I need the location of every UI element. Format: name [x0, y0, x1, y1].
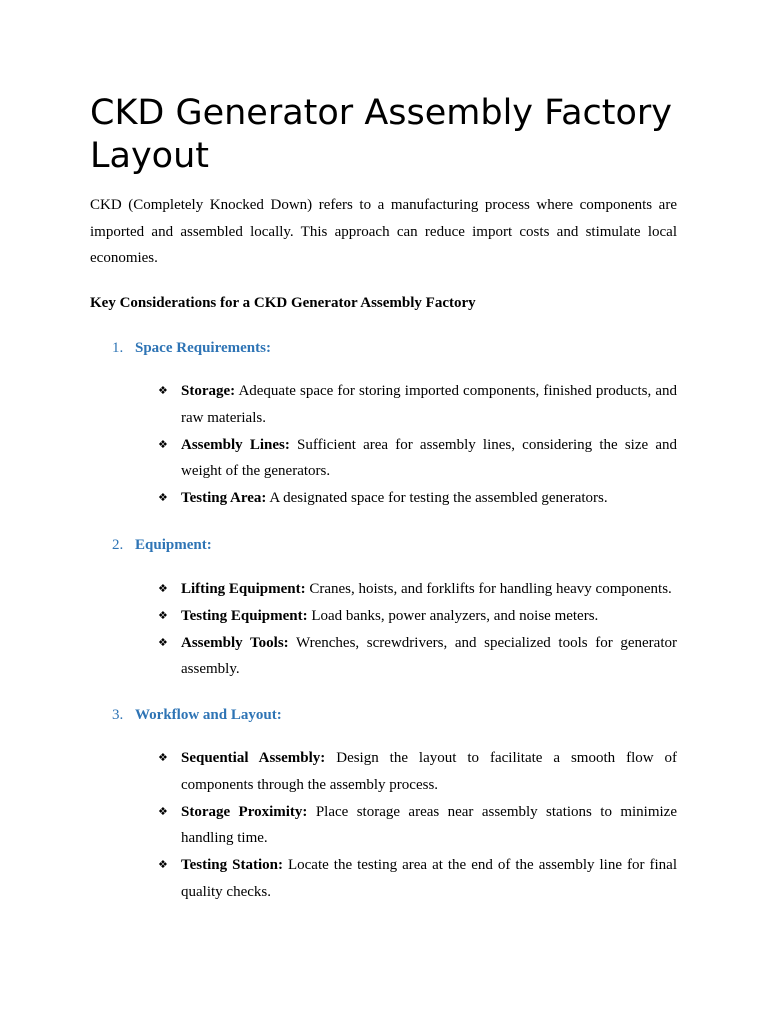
section-1-heading	[112, 337, 271, 359]
diamond-bullet-icon: ❖	[158, 858, 168, 872]
item-term: Assembly Tools:	[181, 634, 289, 651]
list-item	[158, 485, 677, 512]
list-item	[158, 603, 677, 630]
section-title: Space Requirements:	[135, 340, 271, 356]
list-item	[158, 630, 677, 684]
list-item	[158, 378, 677, 432]
diamond-bullet-icon: ❖	[158, 384, 168, 397]
key-considerations-heading: Key Considerations for a CKD Generator Assembly Factory	[90, 295, 476, 311]
item-text: Wrenches, screwdrivers, and specialized tools for generator assembly.	[181, 634, 677, 678]
intro-paragraph: CKD (Completely Knocked Down) refers to a manufacturing process where components are imported and assembled locally. This approach can reduce import costs and stimulate local economies.	[90, 197, 677, 266]
item-text: Locate the testing area at the end of the assembly line for final quality checks.	[181, 857, 677, 900]
diamond-bullet-icon: ❖	[158, 491, 168, 505]
list-item	[158, 432, 677, 486]
section-number: 2.	[112, 537, 124, 553]
item-text: Adequate space for storing imported components, finished products, and raw materials.	[181, 383, 677, 426]
section-3-heading	[112, 704, 282, 726]
section-2-heading	[112, 534, 212, 556]
diamond-bullet-icon: ❖	[158, 582, 168, 595]
item-term: Storage Proximity:	[181, 803, 308, 820]
diamond-bullet-icon: ❖	[158, 437, 168, 451]
diamond-bullet-icon: ❖	[158, 608, 168, 622]
item-term: Sequential Assembly:	[181, 750, 326, 766]
item-text: Sufficient area for assembly lines, considering the size and weight of the generators.	[181, 436, 678, 480]
list-item	[158, 852, 677, 906]
list-item	[158, 799, 677, 853]
item-term: Storage:	[181, 383, 236, 399]
page-title: CKD Generator Assembly Factory Layout	[90, 93, 672, 176]
item-term: Lifting Equipment:	[181, 581, 306, 597]
list-item	[158, 745, 677, 799]
diamond-bullet-icon: ❖	[158, 751, 168, 764]
section-1-list	[158, 378, 677, 512]
item-text: Load banks, power analyzers, and noise meters.	[311, 607, 599, 624]
item-term: Assembly Lines:	[181, 436, 290, 453]
item-text: Cranes, hoists, and forklifts for handling heavy components.	[309, 581, 672, 597]
section-title: Workflow and Layout:	[135, 707, 282, 723]
section-number: 1.	[112, 340, 124, 356]
item-term: Testing Station:	[181, 857, 283, 874]
list-item	[158, 576, 677, 603]
item-text: Place storage areas near assembly stations to minimize handling time.	[181, 803, 677, 847]
item-text: A designated space for testing the assembled generators.	[269, 490, 608, 507]
item-text: Design the layout to facilitate a smooth flow of components through the assembly process.	[181, 750, 677, 793]
section-number: 3.	[112, 707, 124, 723]
section-2-list	[158, 576, 677, 683]
diamond-bullet-icon: ❖	[158, 635, 168, 649]
item-term: Testing Area:	[181, 490, 267, 507]
item-term: Testing Equipment:	[181, 607, 308, 624]
section-3-list	[158, 745, 677, 906]
section-title: Equipment:	[135, 537, 212, 553]
diamond-bullet-icon: ❖	[158, 804, 168, 818]
